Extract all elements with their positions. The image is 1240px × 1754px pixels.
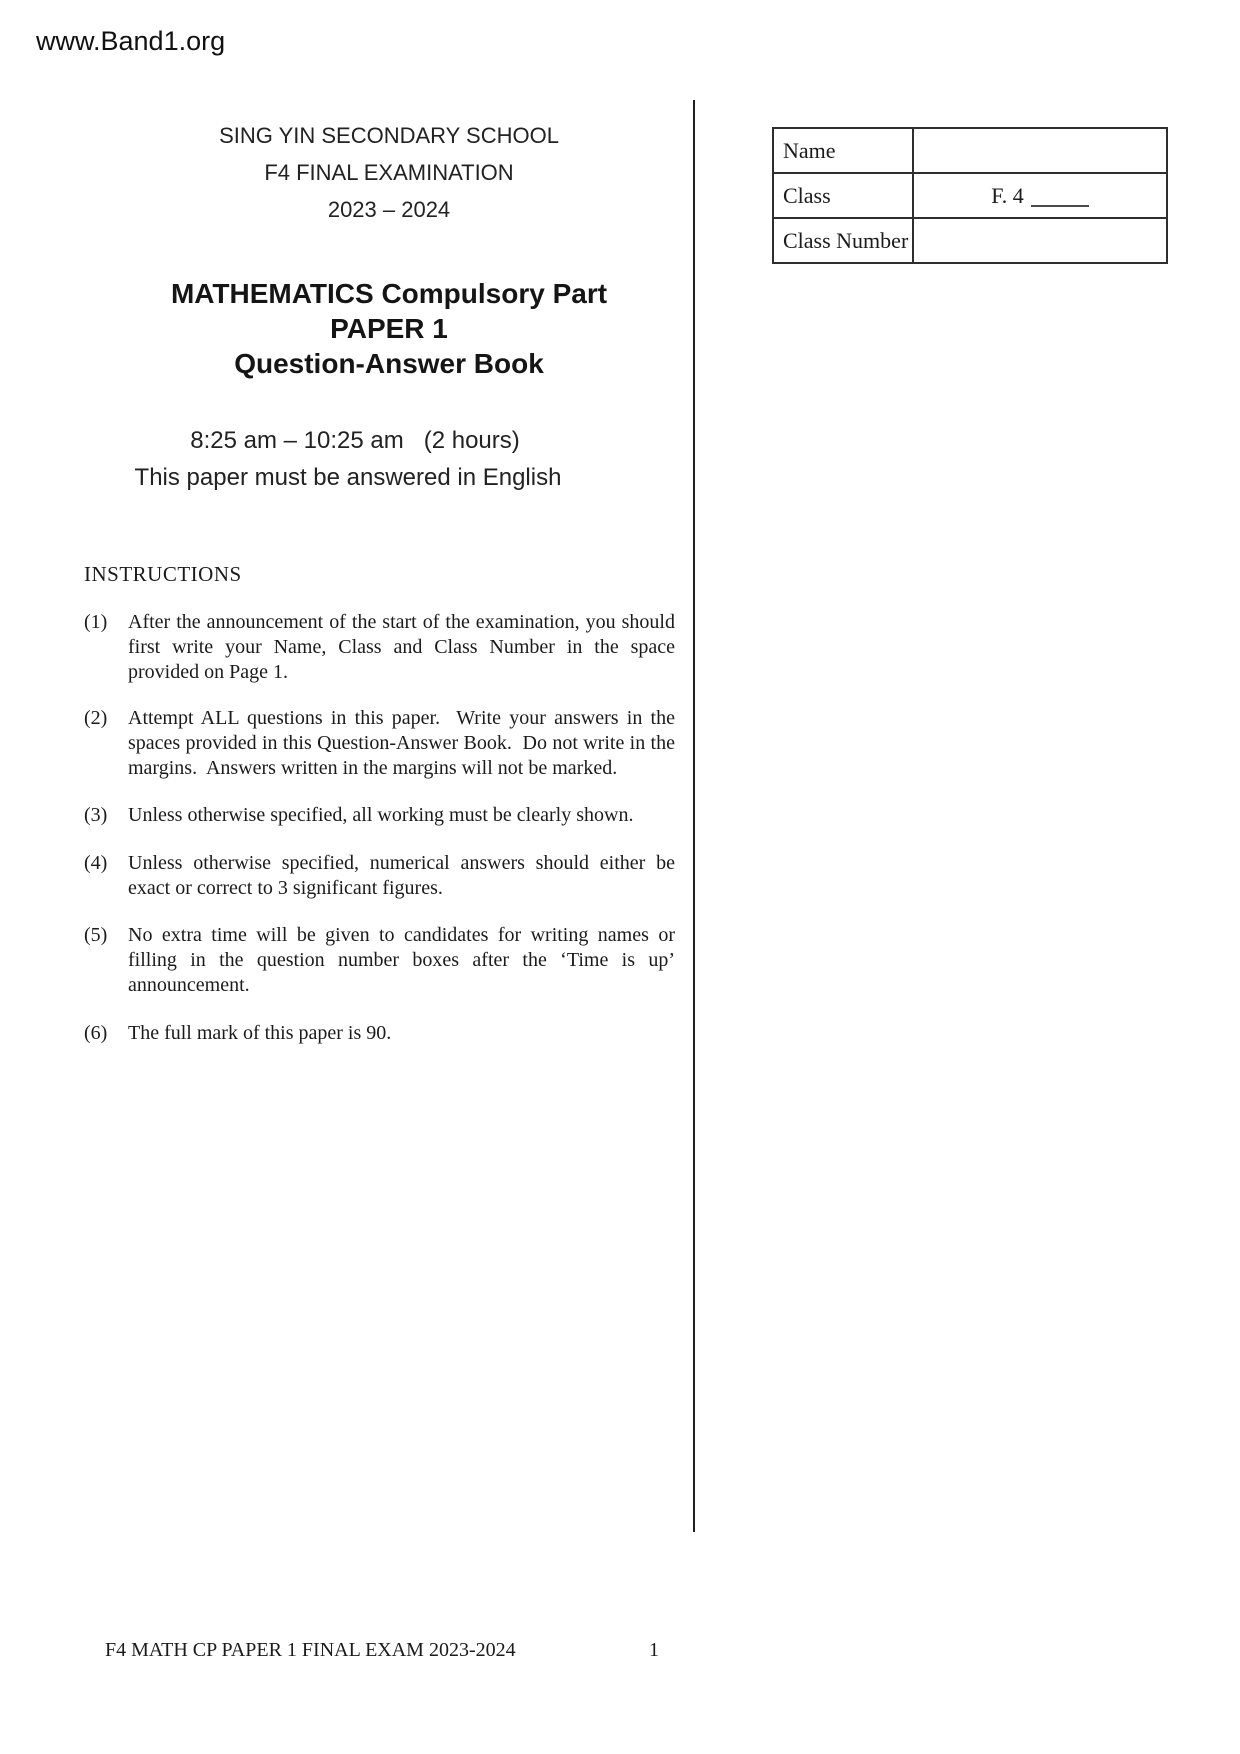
footer-doc-label: F4 MATH CP PAPER 1 FINAL EXAM 2023-2024 xyxy=(105,1639,516,1661)
instruction-text: The full mark of this paper is 90. xyxy=(128,1022,392,1044)
paper-title-subject: MATHEMATICS Compulsory Part xyxy=(170,278,608,309)
instruction-item xyxy=(84,923,675,998)
instruction-text: Unless otherwise specified, all working must be clearly shown. xyxy=(128,804,634,826)
instruction-text: Unless otherwise specified, numerical answers should either be exact or correct to 3 significant figures. xyxy=(128,852,675,899)
site-url-label: www.Band1.org xyxy=(36,26,226,56)
instruction-number: (5) xyxy=(84,924,108,946)
candidate-info-table xyxy=(772,127,1168,264)
instruction-item xyxy=(84,706,675,781)
class-value-cell xyxy=(913,173,1167,218)
instruction-number: (2) xyxy=(84,707,108,729)
instruction-number: (1) xyxy=(84,611,108,633)
instruction-text: No extra time will be given to candidates for writing names or filling in the question number boxes after the ‘Time is up’ announcement. xyxy=(128,924,675,996)
table-row xyxy=(773,128,1167,173)
exam-time: 8:25 am – 10:25 am (2 hours) xyxy=(190,427,520,454)
school-name: SING YIN SECONDARY SCHOOL xyxy=(219,123,559,148)
class-value: F. 4 xyxy=(991,182,1024,208)
instruction-item xyxy=(84,851,675,901)
class-number-value-cell xyxy=(913,218,1167,263)
instruction-item xyxy=(84,1021,675,1046)
instruction-number: (4) xyxy=(84,852,108,874)
instruction-text: After the announcement of the start of the examination, you should first write your Name, Class and Class Number in the space provided on Page 1. xyxy=(128,611,675,683)
instructions-heading: INSTRUCTIONS xyxy=(84,562,242,586)
paper-title-book-type: Question-Answer Book xyxy=(234,348,544,379)
name-value-cell xyxy=(913,128,1167,173)
paper-title-paper-number: PAPER 1 xyxy=(330,313,448,344)
school-header xyxy=(119,117,659,228)
table-row xyxy=(773,218,1167,263)
column-divider-line xyxy=(693,100,695,1532)
instruction-item xyxy=(84,610,675,685)
class-number-label: Class Number xyxy=(773,218,913,263)
class-label: Class xyxy=(773,173,913,218)
paper-title xyxy=(119,276,659,381)
exam-name: F4 FINAL EXAMINATION xyxy=(264,160,514,185)
language-note: This paper must be answered in English xyxy=(134,464,562,491)
instruction-item xyxy=(84,803,675,828)
instruction-number: (6) xyxy=(84,1022,108,1044)
exam-year: 2023 – 2024 xyxy=(327,197,451,222)
instruction-number: (3) xyxy=(84,804,108,826)
instruction-text: Attempt ALL questions in this paper. Write your answers in the spaces provided in this Question-Answer Book. Do not write in the margins. Answers written in the margins will not be marked. xyxy=(128,707,675,779)
footer-page-number: 1 xyxy=(649,1639,659,1661)
class-blank-line xyxy=(1031,183,1089,207)
name-label: Name xyxy=(773,128,913,173)
table-row xyxy=(773,173,1167,218)
